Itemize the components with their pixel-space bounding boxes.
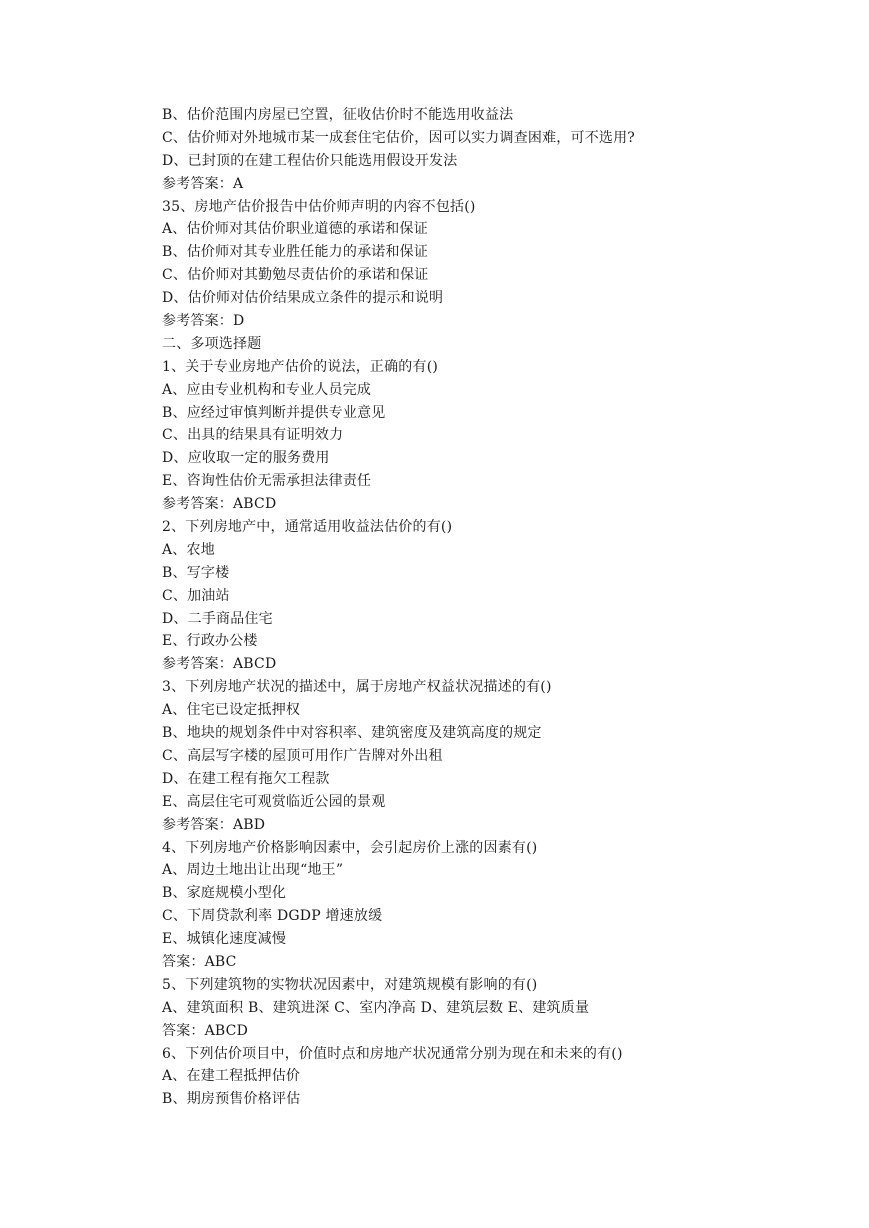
answer-line: 参考答案：ABD [162,816,266,833]
text-line: C、估价师对外地城市某一成套住宅估价，因可以实力调查困难，可不选用? [162,129,636,146]
question-line: 2、下列房地产中，通常适用收益法估价的有() [162,519,453,536]
option-line: C、出具的结果具有证明效力 [162,427,344,444]
text-line: B、估价范围内房屋已空置，征收估价时不能选用收益法 [162,107,514,123]
document-body [162,104,842,1111]
option-line: D、在建工程有拖欠工程款 [162,770,330,787]
answer-line: 参考答案：ABCD [162,496,277,513]
option-line: C、高层写字楼的屋顶可用作广告牌对外出租 [162,747,443,764]
text-line: D、已封顶的在建工程估价只能选用假设开发法 [162,152,458,169]
option-line: D、应收取一定的服务费用 [162,450,330,467]
question-line: 35、房地产估价报告中估价师声明的内容不包括() [162,198,476,215]
option-line: E、高层住宅可观赏临近公园的景观 [162,793,386,810]
option-line: A、应由专业机构和专业人员完成 [162,381,372,398]
question-line: 1、关于专业房地产估价的说法，正确的有() [162,358,439,375]
option-line: B、地块的规划条件中对容积率、建筑密度及建筑高度的规定 [162,725,542,742]
option-line: A、住宅已设定抵押权 [162,702,301,719]
option-line: A、农地 [162,541,215,558]
question-line: 6、下列估价项目中，价值时点和房地产状况通常分别为现在和未来的有() [162,1045,623,1062]
answer-line: 答案：ABC [162,953,237,970]
answer-line: 参考答案：A [162,175,244,192]
option-line: A、在建工程抵押估价 [162,1068,301,1085]
option-line: A、周边土地出让出现“地王” [162,862,344,879]
question-line: 3、下列房地产状况的描述中，属于房地产权益状况描述的有() [162,679,552,696]
option-line: C、估价师对其勤勉尽责估价的承诺和保证 [162,267,429,284]
option-line: B、期房预售价格评估 [162,1091,301,1108]
option-line: D、估价师对估价结果成立条件的提示和说明 [162,290,444,307]
answer-line: 参考答案：ABCD [162,656,277,673]
section-heading: 二、多项选择题 [162,335,262,352]
option-line: B、应经过审慎判断并提供专业意见 [162,404,386,421]
option-line: B、估价师对其专业胜任能力的承诺和保证 [162,244,429,261]
answer-line: 参考答案：D [162,313,245,330]
option-line: B、家庭规模小型化 [162,885,287,902]
question-line: 4、下列房地产价格影响因素中，会引起房价上涨的因素有() [162,839,538,856]
option-line: A、估价师对其估价职业道德的承诺和保证 [162,221,428,238]
option-line: C、下周贷款利率 DGDP 增速放缓 [162,908,383,925]
option-line: E、城镇化速度减慢 [162,931,287,948]
answer-line: 答案：ABCD [162,1022,248,1039]
option-line: E、行政办公楼 [162,633,258,650]
option-line: E、咨询性估价无需承担法律责任 [162,473,372,490]
option-line: D、二手商品住宅 [162,610,273,627]
option-line: C、加油站 [162,587,230,604]
option-line: A、建筑面积 B、建筑进深 C、室内净高 D、建筑层数 E、建筑质量 [162,999,590,1016]
question-line: 5、下列建筑物的实物状况因素中，对建筑规模有影响的有() [162,976,538,993]
option-line: B、写字楼 [162,564,230,581]
